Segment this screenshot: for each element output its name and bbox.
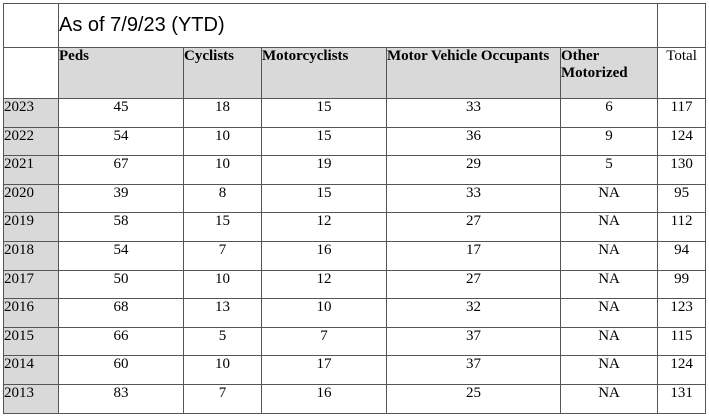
year-cell: 2019 xyxy=(4,213,59,242)
col-header-peds: Peds xyxy=(59,48,184,99)
cell-other-motorized: 5 xyxy=(561,156,658,185)
cell-motorcyclists: 15 xyxy=(262,99,387,128)
cell-motor-vehicle-occupants: 37 xyxy=(387,356,561,385)
cell-motorcyclists: 16 xyxy=(262,384,387,413)
cell-motor-vehicle-occupants: 33 xyxy=(387,184,561,213)
cell-cyclists: 7 xyxy=(184,241,262,270)
cell-total: 99 xyxy=(658,270,706,299)
cell-cyclists: 18 xyxy=(184,99,262,128)
cell-motor-vehicle-occupants: 29 xyxy=(387,156,561,185)
table-row xyxy=(4,213,706,242)
cell-total: 130 xyxy=(658,156,706,185)
cell-motor-vehicle-occupants: 36 xyxy=(387,127,561,156)
year-cell: 2023 xyxy=(4,99,59,128)
cell-motor-vehicle-occupants: 17 xyxy=(387,241,561,270)
cell-other-motorized: NA xyxy=(561,213,658,242)
year-cell: 2013 xyxy=(4,384,59,413)
table-row xyxy=(4,299,706,328)
cell-other-motorized: 6 xyxy=(561,99,658,128)
table-row xyxy=(4,270,706,299)
table-row xyxy=(4,356,706,385)
cell-cyclists: 8 xyxy=(184,184,262,213)
cell-other-motorized: NA xyxy=(561,184,658,213)
cell-cyclists: 10 xyxy=(184,127,262,156)
cell-peds: 60 xyxy=(59,356,184,385)
table-row xyxy=(4,127,706,156)
cell-cyclists: 10 xyxy=(184,270,262,299)
cell-cyclists: 7 xyxy=(184,384,262,413)
cell-other-motorized: NA xyxy=(561,384,658,413)
cell-peds: 68 xyxy=(59,299,184,328)
cell-other-motorized: NA xyxy=(561,327,658,356)
cell-motor-vehicle-occupants: 27 xyxy=(387,213,561,242)
cell-motorcyclists: 12 xyxy=(262,270,387,299)
title-total-cell xyxy=(658,4,706,48)
col-header-total: Total xyxy=(658,48,706,99)
title-row xyxy=(4,4,706,48)
cell-other-motorized: NA xyxy=(561,270,658,299)
year-cell: 2017 xyxy=(4,270,59,299)
cell-motorcyclists: 12 xyxy=(262,213,387,242)
year-cell: 2016 xyxy=(4,299,59,328)
year-cell: 2022 xyxy=(4,127,59,156)
cell-motorcyclists: 19 xyxy=(262,156,387,185)
cell-motor-vehicle-occupants: 25 xyxy=(387,384,561,413)
cell-motorcyclists: 7 xyxy=(262,327,387,356)
table-row xyxy=(4,184,706,213)
cell-cyclists: 5 xyxy=(184,327,262,356)
cell-cyclists: 10 xyxy=(184,156,262,185)
header-corner-cell xyxy=(4,48,59,99)
cell-other-motorized: NA xyxy=(561,299,658,328)
cell-cyclists: 13 xyxy=(184,299,262,328)
col-header-motor-vehicle-occupants: Motor Vehicle Occupants xyxy=(387,48,561,99)
cell-peds: 58 xyxy=(59,213,184,242)
cell-peds: 39 xyxy=(59,184,184,213)
cell-motorcyclists: 16 xyxy=(262,241,387,270)
cell-motorcyclists: 15 xyxy=(262,127,387,156)
col-header-motorcyclists: Motorcyclists xyxy=(262,48,387,99)
cell-total: 94 xyxy=(658,241,706,270)
table-row xyxy=(4,156,706,185)
col-header-other-motorized: Other Motorized xyxy=(561,48,658,99)
cell-total: 131 xyxy=(658,384,706,413)
cell-other-motorized: NA xyxy=(561,241,658,270)
cell-peds: 67 xyxy=(59,156,184,185)
cell-total: 115 xyxy=(658,327,706,356)
corner-cell xyxy=(4,4,59,48)
table-row xyxy=(4,384,706,413)
cell-total: 123 xyxy=(658,299,706,328)
cell-motorcyclists: 17 xyxy=(262,356,387,385)
year-cell: 2014 xyxy=(4,356,59,385)
year-cell: 2020 xyxy=(4,184,59,213)
col-header-cyclists: Cyclists xyxy=(184,48,262,99)
cell-motorcyclists: 10 xyxy=(262,299,387,328)
cell-total: 95 xyxy=(658,184,706,213)
cell-total: 124 xyxy=(658,127,706,156)
cell-total: 112 xyxy=(658,213,706,242)
header-row xyxy=(4,48,706,99)
cell-other-motorized: 9 xyxy=(561,127,658,156)
cell-peds: 54 xyxy=(59,241,184,270)
table-title: As of 7/9/23 (YTD) xyxy=(59,4,658,48)
year-cell: 2021 xyxy=(4,156,59,185)
cell-other-motorized: NA xyxy=(561,356,658,385)
cell-peds: 66 xyxy=(59,327,184,356)
table-row xyxy=(4,241,706,270)
cell-cyclists: 10 xyxy=(184,356,262,385)
cell-cyclists: 15 xyxy=(184,213,262,242)
cell-motor-vehicle-occupants: 27 xyxy=(387,270,561,299)
cell-total: 124 xyxy=(658,356,706,385)
year-cell: 2015 xyxy=(4,327,59,356)
cell-peds: 50 xyxy=(59,270,184,299)
cell-motor-vehicle-occupants: 37 xyxy=(387,327,561,356)
cell-peds: 54 xyxy=(59,127,184,156)
cell-total: 117 xyxy=(658,99,706,128)
table-row xyxy=(4,99,706,128)
table-row xyxy=(4,327,706,356)
fatalities-table xyxy=(3,3,706,414)
cell-motor-vehicle-occupants: 33 xyxy=(387,99,561,128)
cell-peds: 83 xyxy=(59,384,184,413)
cell-motor-vehicle-occupants: 32 xyxy=(387,299,561,328)
cell-peds: 45 xyxy=(59,99,184,128)
cell-motorcyclists: 15 xyxy=(262,184,387,213)
year-cell: 2018 xyxy=(4,241,59,270)
